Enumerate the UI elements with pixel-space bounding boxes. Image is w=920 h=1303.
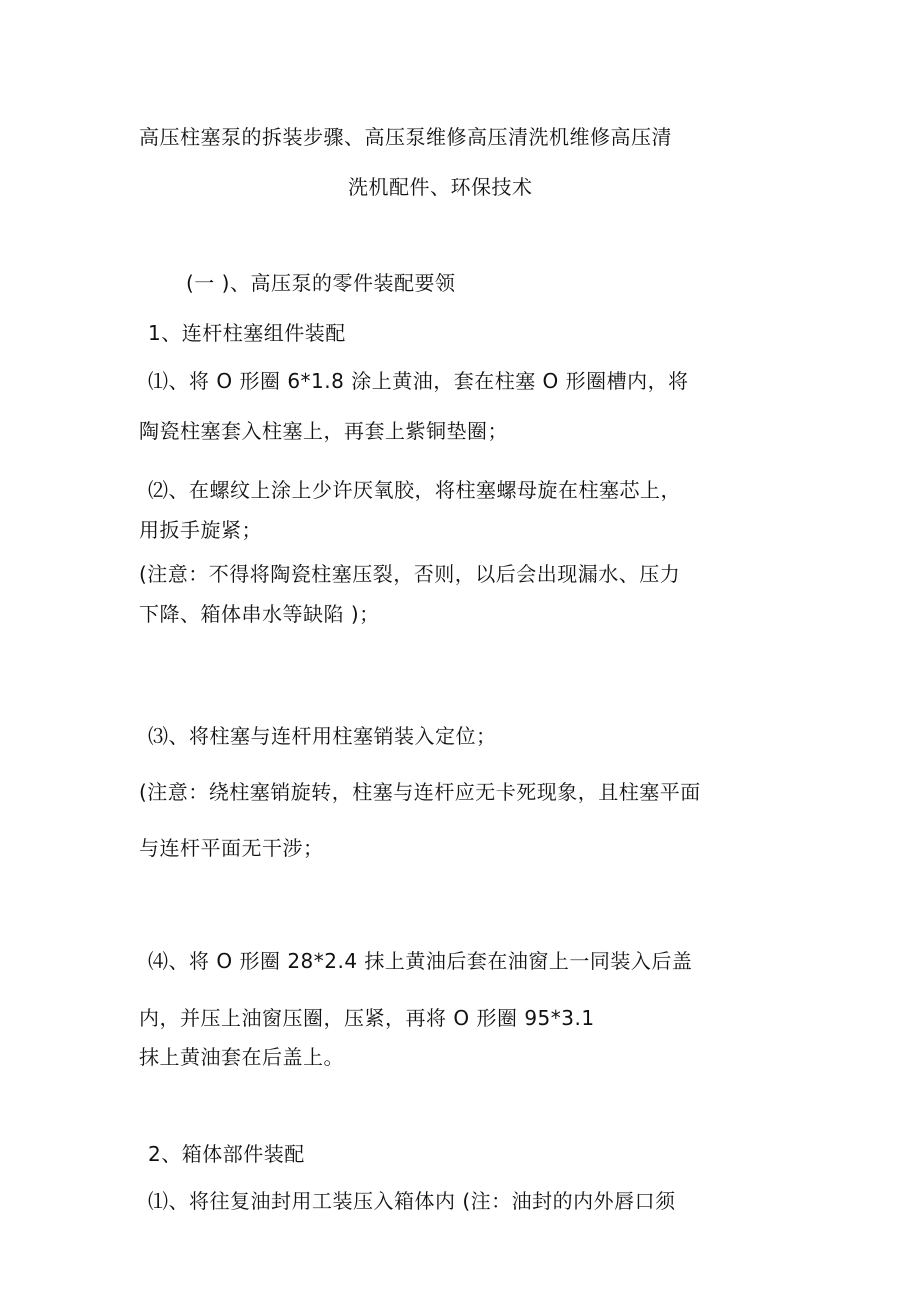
- item1-heading: 1、连杆柱塞组件装配: [148, 321, 346, 345]
- item1-step4-line1: ⑷、将 O 形圈 28*2.4 抹上黄油后套在油窗上一同装入后盖: [148, 949, 693, 973]
- item1-step2-line2: 用扳手旋紧；: [139, 518, 262, 542]
- item1-step2-note-line1: (注意：不得将陶瓷柱塞压裂，否则，以后会出现漏水、压力: [139, 562, 681, 586]
- item1-step1-line2: 陶瓷柱塞套入柱塞上，再套上紫铜垫圈；: [139, 419, 508, 443]
- title-line-2: 洗机配件、环保技术: [348, 175, 533, 199]
- title-line-1: 高压柱塞泵的拆装步骤、高压泵维修高压清洗机维修高压清: [139, 125, 672, 149]
- item1-step3-note-line2: 与连杆平面无干涉；: [139, 836, 324, 860]
- item1-step1-line1: ⑴、将 O 形圈 6*1.8 涂上黄油，套在柱塞 O 形圈槽内，将: [148, 369, 689, 393]
- item1-step3-line1: ⑶、将柱塞与连杆用柱塞销装入定位；: [148, 724, 497, 748]
- section-heading: (一 )、高压泵的零件装配要领: [186, 271, 456, 295]
- item1-step4-line2: 内，并压上油窗压圈，压紧，再将 O 形圈 95*3.1: [139, 1006, 595, 1030]
- item1-step2-note-line2: 下降、箱体串水等缺陷 )；: [139, 602, 380, 626]
- item1-step4-line3: 抹上黄油套在后盖上。: [139, 1045, 344, 1069]
- item1-step2-line1: ⑵、在螺纹上涂上少许厌氧胶，将柱塞螺母旋在柱塞芯上，: [148, 478, 681, 502]
- item1-step3-note-line1: (注意：绕柱塞销旋转，柱塞与连杆应无卡死现象，且柱塞平面: [139, 780, 701, 804]
- item2-heading: 2、箱体部件装配: [148, 1142, 305, 1166]
- item2-step1-line1: ⑴、将往复油封用工装压入箱体内 (注：油封的内外唇口须: [148, 1189, 676, 1213]
